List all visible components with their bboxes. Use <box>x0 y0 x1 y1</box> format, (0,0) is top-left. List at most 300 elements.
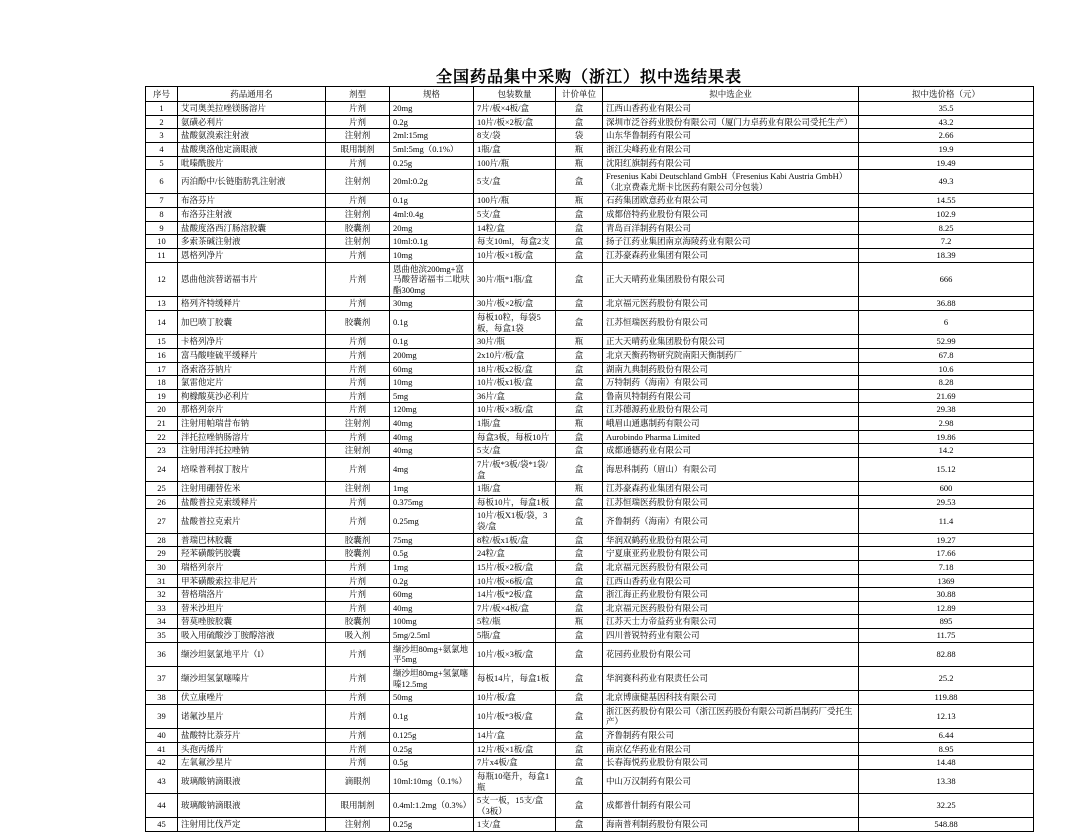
cell-dosage-form: 胶囊剂 <box>326 221 390 235</box>
cell-package-qty: 5支/盒 <box>474 444 556 458</box>
table-row <box>146 115 1034 129</box>
cell-pricing-unit: 盒 <box>556 102 603 116</box>
cell-enterprise: 海思科制药（眉山）有限公司 <box>603 457 859 481</box>
cell-enterprise: 沈阳红旗制药有限公司 <box>603 156 859 170</box>
cell-enterprise: 浙江医药股份有限公司（浙江医药股份有限公司新昌制药厂受托生产） <box>603 704 859 728</box>
cell-enterprise: Fresenius Kabi Deutschland GmbH（Fresenius Kabi Austria GmbH）（北京费森尤斯卡比医药有限公司分包装） <box>603 170 859 194</box>
cell-seq: 5 <box>146 156 178 170</box>
cell-pricing-unit: 盒 <box>556 729 603 743</box>
table-row <box>146 376 1034 390</box>
cell-enterprise: 海南普利制药股份有限公司 <box>603 818 859 832</box>
cell-drug-name: 盐酸奥洛他定滴眼液 <box>178 142 326 156</box>
cell-pricing-unit: 盒 <box>556 574 603 588</box>
cell-enterprise: 南京亿华药业有限公司 <box>603 742 859 756</box>
cell-seq: 39 <box>146 704 178 728</box>
cell-package-qty: 10片/板×3板/盒 <box>474 642 556 666</box>
cell-pricing-unit: 盒 <box>556 376 603 390</box>
table-row <box>146 482 1034 496</box>
cell-package-qty: 30片/瓶 <box>474 335 556 349</box>
table-row <box>146 704 1034 728</box>
cell-seq: 14 <box>146 311 178 335</box>
cell-pricing-unit: 盒 <box>556 115 603 129</box>
cell-spec: 0.1g <box>390 311 474 335</box>
cell-dosage-form: 片剂 <box>326 729 390 743</box>
table-row <box>146 417 1034 431</box>
cell-price: 14.55 <box>859 194 1034 208</box>
cell-spec: 0.25mg <box>390 509 474 533</box>
table-row <box>146 235 1034 249</box>
cell-price: 10.6 <box>859 362 1034 376</box>
table-row <box>146 666 1034 690</box>
table-row <box>146 444 1034 458</box>
cell-enterprise: 石药集团欧意药业有限公司 <box>603 194 859 208</box>
cell-enterprise: 花园药业股份有限公司 <box>603 642 859 666</box>
cell-package-qty: 每板10片，每盒1板 <box>474 495 556 509</box>
cell-spec: 0.4ml:1.2mg（0.3%） <box>390 794 474 818</box>
cell-seq: 35 <box>146 629 178 643</box>
cell-pricing-unit: 瓶 <box>556 142 603 156</box>
cell-dosage-form: 片剂 <box>326 704 390 728</box>
cell-package-qty: 7片/板*3板/袋*1袋/盒 <box>474 457 556 481</box>
cell-package-qty: 8支/袋 <box>474 129 556 143</box>
cell-pricing-unit: 盒 <box>556 389 603 403</box>
cell-package-qty: 12片/板×1板/盒 <box>474 742 556 756</box>
cell-package-qty: 100片/瓶 <box>474 156 556 170</box>
cell-pricing-unit: 盒 <box>556 547 603 561</box>
cell-pricing-unit: 盒 <box>556 403 603 417</box>
cell-enterprise: 成都倍特药业股份有限公司 <box>603 208 859 222</box>
table-row <box>146 729 1034 743</box>
cell-drug-name: 盐酸普拉克索片 <box>178 509 326 533</box>
cell-package-qty: 7片x4板/盒 <box>474 756 556 770</box>
cell-package-qty: 10片/板x1板/盒 <box>474 376 556 390</box>
table-row <box>146 129 1034 143</box>
cell-price: 600 <box>859 482 1034 496</box>
cell-seq: 43 <box>146 769 178 793</box>
cell-pricing-unit: 袋 <box>556 129 603 143</box>
cell-enterprise: 江苏天士力帝益药业有限公司 <box>603 615 859 629</box>
table-row <box>146 335 1034 349</box>
cell-price: 2.66 <box>859 129 1034 143</box>
cell-seq: 8 <box>146 208 178 222</box>
cell-drug-name: 布洛芬片 <box>178 194 326 208</box>
cell-pricing-unit: 盒 <box>556 666 603 690</box>
cell-package-qty: 14粒/盒 <box>474 221 556 235</box>
cell-spec: 5mg <box>390 389 474 403</box>
cell-drug-name: 艾司奥美拉唑镁肠溶片 <box>178 102 326 116</box>
cell-dosage-form: 片剂 <box>326 376 390 390</box>
table-row <box>146 818 1034 832</box>
cell-enterprise: 北京天衡药物研究院南阳天衡制药厂 <box>603 348 859 362</box>
table-row <box>146 533 1034 547</box>
cell-price: 8.25 <box>859 221 1034 235</box>
table-header-row <box>146 87 1034 102</box>
cell-drug-name: 格列齐特缓释片 <box>178 297 326 311</box>
cell-price: 7.2 <box>859 235 1034 249</box>
cell-spec: 40mg <box>390 601 474 615</box>
cell-dosage-form: 片剂 <box>326 560 390 574</box>
cell-seq: 18 <box>146 376 178 390</box>
cell-spec: 1mg <box>390 560 474 574</box>
cell-price: 52.99 <box>859 335 1034 349</box>
cell-price: 895 <box>859 615 1034 629</box>
cell-enterprise: 浙江海正药业股份有限公司 <box>603 588 859 602</box>
cell-enterprise: 江西山香药业有限公司 <box>603 574 859 588</box>
cell-package-qty: 1瓶/盒 <box>474 142 556 156</box>
cell-pricing-unit: 盒 <box>556 208 603 222</box>
cell-dosage-form: 片剂 <box>326 194 390 208</box>
cell-spec: 10ml:10mg（0.1%） <box>390 769 474 793</box>
cell-drug-name: 伏立康唑片 <box>178 691 326 705</box>
cell-seq: 10 <box>146 235 178 249</box>
cell-pricing-unit: 盒 <box>556 588 603 602</box>
table-row <box>146 403 1034 417</box>
cell-price: 14.48 <box>859 756 1034 770</box>
cell-enterprise: 浙江尖峰药业有限公司 <box>603 142 859 156</box>
cell-price: 36.88 <box>859 297 1034 311</box>
cell-price: 82.88 <box>859 642 1034 666</box>
table-row <box>146 194 1034 208</box>
cell-dosage-form: 胶囊剂 <box>326 533 390 547</box>
cell-seq: 4 <box>146 142 178 156</box>
cell-spec: 0.375mg <box>390 495 474 509</box>
cell-seq: 7 <box>146 194 178 208</box>
col-pricing-unit: 计价单位 <box>556 87 603 102</box>
cell-drug-name: 洛索洛芬钠片 <box>178 362 326 376</box>
cell-dosage-form: 片剂 <box>326 335 390 349</box>
cell-pricing-unit: 盒 <box>556 818 603 832</box>
cell-enterprise: 鲁南贝特制药有限公司 <box>603 389 859 403</box>
cell-pricing-unit: 盒 <box>556 601 603 615</box>
cell-pricing-unit: 盒 <box>556 248 603 262</box>
cell-seq: 23 <box>146 444 178 458</box>
table-row <box>146 156 1034 170</box>
cell-spec: 0.125g <box>390 729 474 743</box>
cell-spec: 0.1g <box>390 194 474 208</box>
cell-pricing-unit: 盒 <box>556 533 603 547</box>
table-row <box>146 262 1034 297</box>
cell-drug-name: 丙泊酚中/长链脂肪乳注射液 <box>178 170 326 194</box>
cell-seq: 42 <box>146 756 178 770</box>
cell-drug-name: 盐酸氨溴索注射液 <box>178 129 326 143</box>
cell-enterprise: 宁夏康亚药业股份有限公司 <box>603 547 859 561</box>
cell-package-qty: 1支/盒 <box>474 818 556 832</box>
cell-pricing-unit: 盒 <box>556 704 603 728</box>
col-enterprise: 拟中选企业 <box>603 87 859 102</box>
cell-pricing-unit: 盒 <box>556 742 603 756</box>
cell-package-qty: 36片/盒 <box>474 389 556 403</box>
cell-dosage-form: 注射剂 <box>326 235 390 249</box>
cell-price: 30.88 <box>859 588 1034 602</box>
cell-drug-name: 注射用帕瑞昔布钠 <box>178 417 326 431</box>
cell-drug-name: 恩格列净片 <box>178 248 326 262</box>
cell-price: 12.13 <box>859 704 1034 728</box>
cell-package-qty: 5支/盒 <box>474 208 556 222</box>
cell-spec: 200mg <box>390 348 474 362</box>
cell-drug-name: 左氧氟沙星片 <box>178 756 326 770</box>
cell-enterprise: 湖南九典制药股份有限公司 <box>603 362 859 376</box>
cell-seq: 20 <box>146 403 178 417</box>
cell-package-qty: 1瓶/盒 <box>474 482 556 496</box>
table-row <box>146 642 1034 666</box>
cell-drug-name: 头孢丙烯片 <box>178 742 326 756</box>
cell-drug-name: 缬沙坦氢氯噻嗪片 <box>178 666 326 690</box>
cell-package-qty: 5支/盒 <box>474 170 556 194</box>
cell-enterprise: 江苏恒瑞医药股份有限公司 <box>603 495 859 509</box>
table-row <box>146 509 1034 533</box>
col-price: 拟中选价格（元） <box>859 87 1034 102</box>
col-drug-name: 药品通用名 <box>178 87 326 102</box>
cell-price: 6.44 <box>859 729 1034 743</box>
table-row <box>146 170 1034 194</box>
cell-price: 14.2 <box>859 444 1034 458</box>
cell-drug-name: 那格列奈片 <box>178 403 326 417</box>
cell-spec: 1mg <box>390 482 474 496</box>
table-row <box>146 588 1034 602</box>
table-row <box>146 348 1034 362</box>
cell-seq: 36 <box>146 642 178 666</box>
cell-drug-name: 盐酸特比萘芬片 <box>178 729 326 743</box>
cell-package-qty: 10片/板×3板/盒 <box>474 403 556 417</box>
table-row <box>146 457 1034 481</box>
cell-drug-name: 盐酸度洛西汀肠溶胶囊 <box>178 221 326 235</box>
cell-price: 49.3 <box>859 170 1034 194</box>
cell-dosage-form: 片剂 <box>326 348 390 362</box>
cell-price: 32.25 <box>859 794 1034 818</box>
cell-dosage-form: 片剂 <box>326 248 390 262</box>
cell-enterprise: 长春海悦药业股份有限公司 <box>603 756 859 770</box>
cell-pricing-unit: 盒 <box>556 444 603 458</box>
cell-drug-name: 恩曲他滨替诺福韦片 <box>178 262 326 297</box>
cell-package-qty: 10片/板*3板/盒 <box>474 704 556 728</box>
cell-enterprise: 成都普什制药有限公司 <box>603 794 859 818</box>
cell-enterprise: 北京博康健基因科技有限公司 <box>603 691 859 705</box>
cell-drug-name: 注射用硼替佐米 <box>178 482 326 496</box>
cell-enterprise: 齐鲁制药有限公司 <box>603 729 859 743</box>
table-row <box>146 311 1034 335</box>
cell-price: 12.89 <box>859 601 1034 615</box>
cell-spec: 4ml:0.4g <box>390 208 474 222</box>
cell-spec: 0.2g <box>390 574 474 588</box>
cell-drug-name: 布洛芬注射液 <box>178 208 326 222</box>
table-row <box>146 769 1034 793</box>
cell-seq: 21 <box>146 417 178 431</box>
cell-enterprise: 齐鲁制药（海南）有限公司 <box>603 509 859 533</box>
cell-enterprise: 正大天晴药业集团股份有限公司 <box>603 335 859 349</box>
cell-spec: 50mg <box>390 691 474 705</box>
cell-package-qty: 10片/板×2板/盒 <box>474 115 556 129</box>
cell-seq: 1 <box>146 102 178 116</box>
cell-seq: 6 <box>146 170 178 194</box>
table-row <box>146 362 1034 376</box>
cell-spec: 30mg <box>390 297 474 311</box>
cell-package-qty: 5瓶/盒 <box>474 629 556 643</box>
cell-dosage-form: 片剂 <box>326 756 390 770</box>
col-spec: 规格 <box>390 87 474 102</box>
cell-seq: 27 <box>146 509 178 533</box>
cell-package-qty: 18片/板x2板/盒 <box>474 362 556 376</box>
cell-dosage-form: 片剂 <box>326 403 390 417</box>
cell-drug-name: 注射用泮托拉唑钠 <box>178 444 326 458</box>
cell-package-qty: 每瓶10毫升，每盒1瓶 <box>474 769 556 793</box>
cell-price: 43.2 <box>859 115 1034 129</box>
cell-price: 15.12 <box>859 457 1034 481</box>
cell-spec: 0.25g <box>390 818 474 832</box>
cell-enterprise: 深圳市泛谷药业股份有限公司（厦门力卓药业有限公司受托生产） <box>603 115 859 129</box>
col-seq: 序号 <box>146 87 178 102</box>
cell-price: 25.2 <box>859 666 1034 690</box>
cell-seq: 26 <box>146 495 178 509</box>
cell-spec: 75mg <box>390 533 474 547</box>
cell-enterprise: 扬子江药业集团南京海陵药业有限公司 <box>603 235 859 249</box>
cell-dosage-form: 注射剂 <box>326 444 390 458</box>
cell-price: 67.8 <box>859 348 1034 362</box>
cell-pricing-unit: 盒 <box>556 221 603 235</box>
page-title: 全国药品集中采购（浙江）拟中选结果表 <box>435 69 742 86</box>
cell-spec: 100mg <box>390 615 474 629</box>
cell-pricing-unit: 盒 <box>556 311 603 335</box>
cell-spec: 40mg <box>390 417 474 431</box>
col-package-qty: 包装数量 <box>474 87 556 102</box>
cell-price: 119.88 <box>859 691 1034 705</box>
cell-drug-name: 枸橼酸莫沙必利片 <box>178 389 326 403</box>
cell-drug-name: 多索茶碱注射液 <box>178 235 326 249</box>
cell-package-qty: 14片/盒 <box>474 729 556 743</box>
cell-drug-name: 卡格列净片 <box>178 335 326 349</box>
cell-pricing-unit: 盒 <box>556 769 603 793</box>
cell-package-qty: 每支10ml，每盒2支 <box>474 235 556 249</box>
cell-spec: 60mg <box>390 362 474 376</box>
cell-seq: 25 <box>146 482 178 496</box>
cell-drug-name: 泮托拉唑钠肠溶片 <box>178 430 326 444</box>
cell-package-qty: 8粒/板x1板/盒 <box>474 533 556 547</box>
cell-pricing-unit: 盒 <box>556 756 603 770</box>
cell-price: 29.38 <box>859 403 1034 417</box>
cell-seq: 22 <box>146 430 178 444</box>
cell-price: 6 <box>859 311 1034 335</box>
cell-drug-name: 瑞格列奈片 <box>178 560 326 574</box>
cell-enterprise: 中山万汉制药有限公司 <box>603 769 859 793</box>
cell-drug-name: 富马酸喹硫平缓释片 <box>178 348 326 362</box>
cell-dosage-form: 片剂 <box>326 574 390 588</box>
table-row <box>146 691 1034 705</box>
cell-pricing-unit: 瓶 <box>556 482 603 496</box>
cell-seq: 44 <box>146 794 178 818</box>
cell-spec: 10mg <box>390 376 474 390</box>
cell-pricing-unit: 盒 <box>556 629 603 643</box>
cell-drug-name: 吡嗪酰胺片 <box>178 156 326 170</box>
cell-enterprise: 山东华鲁制药有限公司 <box>603 129 859 143</box>
table-row <box>146 794 1034 818</box>
table-row <box>146 297 1034 311</box>
cell-spec: 120mg <box>390 403 474 417</box>
cell-dosage-form: 滴眼剂 <box>326 769 390 793</box>
cell-seq: 32 <box>146 588 178 602</box>
cell-drug-name: 吸入用硫酸沙丁胺醇溶液 <box>178 629 326 643</box>
cell-spec: 缬沙坦80mg+氢氯噻嗪12.5mg <box>390 666 474 690</box>
table-row <box>146 430 1034 444</box>
cell-seq: 33 <box>146 601 178 615</box>
cell-drug-name: 氯雷他定片 <box>178 376 326 390</box>
cell-dosage-form: 注射剂 <box>326 482 390 496</box>
cell-dosage-form: 片剂 <box>326 666 390 690</box>
cell-dosage-form: 片剂 <box>326 156 390 170</box>
cell-seq: 41 <box>146 742 178 756</box>
cell-drug-name: 玻璃酸钠滴眼液 <box>178 794 326 818</box>
cell-enterprise: 江苏德源药业股份有限公司 <box>603 403 859 417</box>
cell-package-qty: 30片/板×2板/盒 <box>474 297 556 311</box>
cell-spec: 40mg <box>390 430 474 444</box>
cell-price: 11.4 <box>859 509 1034 533</box>
cell-package-qty: 2x10片/板/盒 <box>474 348 556 362</box>
cell-enterprise: 江苏豪森药业集团有限公司 <box>603 482 859 496</box>
cell-seq: 37 <box>146 666 178 690</box>
cell-enterprise: 峨眉山通惠制药有限公司 <box>603 417 859 431</box>
cell-package-qty: 100片/瓶 <box>474 194 556 208</box>
cell-price: 666 <box>859 262 1034 297</box>
cell-pricing-unit: 盒 <box>556 235 603 249</box>
cell-pricing-unit: 瓶 <box>556 194 603 208</box>
cell-seq: 9 <box>146 221 178 235</box>
table-row <box>146 208 1034 222</box>
cell-spec: 5mg/2.5ml <box>390 629 474 643</box>
cell-pricing-unit: 瓶 <box>556 417 603 431</box>
cell-drug-name: 替米沙坦片 <box>178 601 326 615</box>
cell-pricing-unit: 盒 <box>556 262 603 297</box>
cell-dosage-form: 眼用制剂 <box>326 142 390 156</box>
cell-spec: 10ml:0.1g <box>390 235 474 249</box>
cell-enterprise: 华润双鹤药业股份有限公司 <box>603 533 859 547</box>
cell-seq: 2 <box>146 115 178 129</box>
cell-dosage-form: 片剂 <box>326 642 390 666</box>
cell-dosage-form: 片剂 <box>326 601 390 615</box>
cell-spec: 0.2g <box>390 115 474 129</box>
cell-seq: 12 <box>146 262 178 297</box>
cell-price: 18.39 <box>859 248 1034 262</box>
table-row <box>146 615 1034 629</box>
results-table <box>145 86 1034 832</box>
cell-dosage-form: 眼用制剂 <box>326 794 390 818</box>
cell-drug-name: 诺氟沙星片 <box>178 704 326 728</box>
cell-dosage-form: 片剂 <box>326 362 390 376</box>
cell-package-qty: 7片/板×4板/盒 <box>474 102 556 116</box>
cell-enterprise: 北京福元医药股份有限公司 <box>603 560 859 574</box>
cell-seq: 38 <box>146 691 178 705</box>
cell-package-qty: 10片/板/盒 <box>474 691 556 705</box>
cell-dosage-form: 片剂 <box>326 457 390 481</box>
cell-seq: 28 <box>146 533 178 547</box>
cell-pricing-unit: 瓶 <box>556 335 603 349</box>
cell-package-qty: 5支一板，15支/盒（3板） <box>474 794 556 818</box>
cell-price: 21.69 <box>859 389 1034 403</box>
cell-drug-name: 氨磺必利片 <box>178 115 326 129</box>
cell-dosage-form: 片剂 <box>326 262 390 297</box>
cell-spec: 0.1g <box>390 704 474 728</box>
cell-enterprise: 北京福元医药股份有限公司 <box>603 601 859 615</box>
cell-price: 2.98 <box>859 417 1034 431</box>
cell-spec: 5ml:5mg（0.1%） <box>390 142 474 156</box>
cell-spec: 2ml:15mg <box>390 129 474 143</box>
cell-seq: 29 <box>146 547 178 561</box>
cell-dosage-form: 注射剂 <box>326 170 390 194</box>
table-row <box>146 142 1034 156</box>
table-row <box>146 248 1034 262</box>
cell-enterprise: 四川普锐特药业有限公司 <box>603 629 859 643</box>
cell-pricing-unit: 盒 <box>556 560 603 574</box>
table-row <box>146 601 1034 615</box>
cell-seq: 15 <box>146 335 178 349</box>
cell-dosage-form: 片剂 <box>326 102 390 116</box>
